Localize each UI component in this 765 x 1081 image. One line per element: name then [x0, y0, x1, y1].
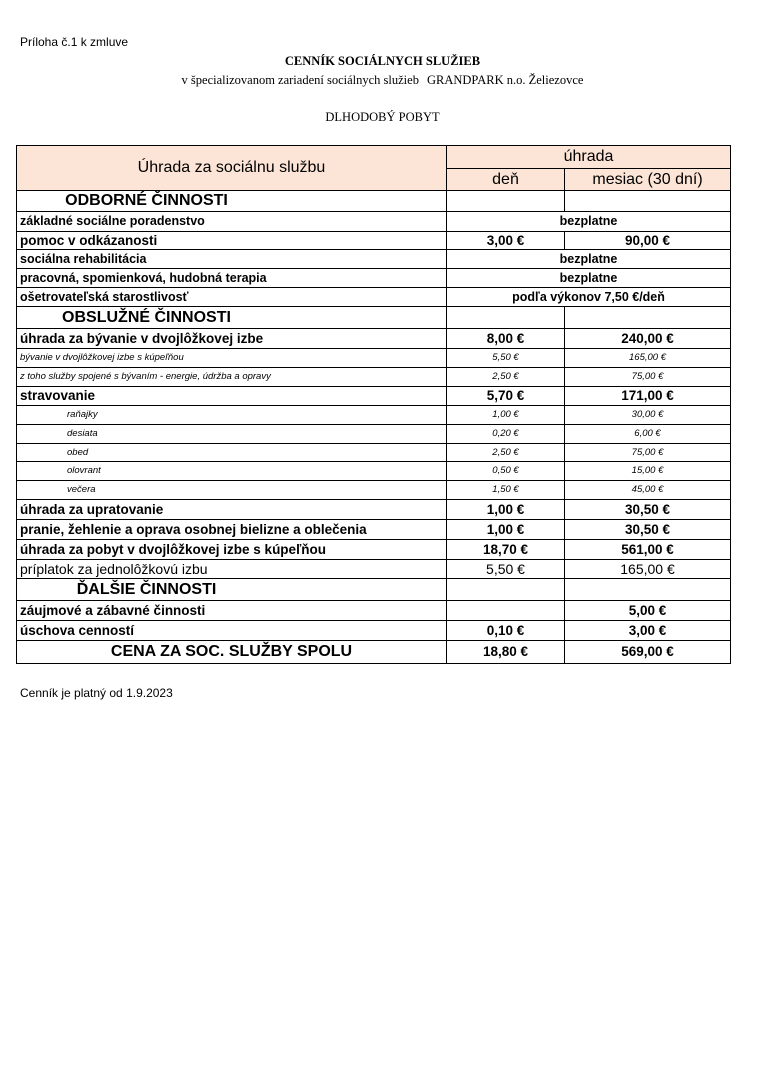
table-row	[17, 250, 731, 269]
table-row	[17, 500, 731, 520]
table-header-row	[17, 146, 731, 169]
price-month: 6,00 €	[565, 425, 731, 444]
service-name: sociálna rehabilitácia	[17, 250, 447, 269]
table-row	[17, 621, 731, 641]
table-row	[17, 329, 731, 349]
price-day: 2,50 €	[447, 444, 565, 462]
service-name: raňajky	[17, 406, 447, 425]
price-day: 18,80 €	[447, 641, 565, 664]
organization-name: GRANDPARK n.o. Želiezovce	[426, 73, 584, 87]
table-row	[17, 520, 731, 540]
price-day: 5,70 €	[447, 387, 565, 406]
service-name: CENA ZA SOC. SLUŽBY SPOLU	[17, 641, 447, 664]
validity-note: Cenník je platný od 1.9.2023	[20, 686, 173, 700]
service-name: obed	[17, 444, 447, 462]
total-row	[17, 641, 731, 664]
price-month: 30,00 €	[565, 406, 731, 425]
price-month: 561,00 €	[565, 540, 731, 560]
service-name: úhrada za bývanie v dvojlôžkovej izbe	[17, 329, 447, 349]
price-day: 18,70 €	[447, 540, 565, 560]
service-name: úschova cenností	[17, 621, 447, 641]
annex-label: Príloha č.1 k zmluve	[20, 35, 129, 49]
table-row	[17, 349, 731, 368]
price-day: 8,00 €	[447, 329, 565, 349]
section-title: ODBORNÉ ČINNOSTI	[17, 191, 447, 212]
price-merged: bezplatne	[447, 212, 731, 232]
empty-cell	[447, 191, 565, 212]
service-name: z toho služby spojené s bývaním - energie, údržba a opravy	[17, 368, 447, 387]
price-month: 240,00 €	[565, 329, 731, 349]
price-day: 2,50 €	[447, 368, 565, 387]
service-name: večera	[17, 481, 447, 500]
price-merged: podľa výkonov 7,50 €/deň	[447, 288, 731, 307]
table-row	[17, 269, 731, 288]
table-row	[17, 368, 731, 387]
price-day: 1,00 €	[447, 500, 565, 520]
price-day: 0,50 €	[447, 462, 565, 481]
table-body	[17, 191, 731, 664]
table-row	[17, 212, 731, 232]
price-day: 0,20 €	[447, 425, 565, 444]
service-name: stravovanie	[17, 387, 447, 406]
empty-cell	[565, 579, 731, 601]
price-month: 171,00 €	[565, 387, 731, 406]
month-column-header: mesiac (30 dní)	[565, 169, 731, 191]
service-name: ošetrovateľská starostlivosť	[17, 288, 447, 307]
price-month: 5,00 €	[565, 601, 731, 621]
price-day: 3,00 €	[447, 232, 565, 250]
price-month: 569,00 €	[565, 641, 731, 664]
section-title: ĎALŠIE ČINNOSTI	[17, 579, 447, 601]
table-row	[17, 601, 731, 621]
price-day: 5,50 €	[447, 560, 565, 579]
price-merged: bezplatne	[447, 269, 731, 288]
price-merged: bezplatne	[447, 250, 731, 269]
price-day: 0,10 €	[447, 621, 565, 641]
table-row	[17, 232, 731, 250]
price-day	[447, 601, 565, 621]
price-month: 75,00 €	[565, 444, 731, 462]
service-name: úhrada za pobyt v dvojlôžkovej izbe s kúpeľňou	[17, 540, 447, 560]
service-name: pomoc v odkázanosti	[17, 232, 447, 250]
empty-cell	[447, 307, 565, 329]
stay-type: DLHODOBÝ POBYT	[325, 110, 440, 124]
facility-type: v špecializovanom zariadení sociálnych služieb	[181, 73, 419, 87]
price-month: 15,00 €	[565, 462, 731, 481]
table-row	[17, 481, 731, 500]
section-row	[17, 191, 731, 212]
service-name: bývanie v dvojlôžkovej izbe s kúpeľňou	[17, 349, 447, 368]
service-name: príplatok za jednolôžkovú izbu	[17, 560, 447, 579]
price-day: 5,50 €	[447, 349, 565, 368]
document-title: CENNÍK SOCIÁLNYCH SLUŽIEB	[284, 54, 481, 68]
price-month: 30,50 €	[565, 520, 731, 540]
section-row	[17, 307, 731, 329]
table-row	[17, 288, 731, 307]
payment-column-header: úhrada	[447, 146, 731, 169]
service-name: desiata	[17, 425, 447, 444]
price-day: 1,00 €	[447, 520, 565, 540]
empty-cell	[447, 579, 565, 601]
service-name: pranie, žehlenie a oprava osobnej bielizne a oblečenia	[17, 520, 447, 540]
document-subtitle	[0, 73, 765, 88]
day-column-header: deň	[447, 169, 565, 191]
service-name: základné sociálne poradenstvo	[17, 212, 447, 232]
table-row	[17, 387, 731, 406]
table-row	[17, 406, 731, 425]
table-row	[17, 462, 731, 481]
service-name: pracovná, spomienková, hudobná terapia	[17, 269, 447, 288]
price-month: 165,00 €	[565, 560, 731, 579]
price-day: 1,00 €	[447, 406, 565, 425]
service-name: olovrant	[17, 462, 447, 481]
service-name: záujmové a zábavné činnosti	[17, 601, 447, 621]
table-row	[17, 425, 731, 444]
price-month: 45,00 €	[565, 481, 731, 500]
service-name: úhrada za upratovanie	[17, 500, 447, 520]
empty-cell	[565, 307, 731, 329]
price-month: 90,00 €	[565, 232, 731, 250]
table-row	[17, 560, 731, 579]
empty-cell	[565, 191, 731, 212]
section-row	[17, 579, 731, 601]
price-month: 165,00 €	[565, 349, 731, 368]
section-title: OBSLUŽNÉ ČINNOSTI	[17, 307, 447, 329]
service-column-header: Úhrada za sociálnu službu	[17, 146, 447, 191]
table-row	[17, 540, 731, 560]
price-day: 1,50 €	[447, 481, 565, 500]
price-month: 75,00 €	[565, 368, 731, 387]
price-month: 3,00 €	[565, 621, 731, 641]
table-row	[17, 444, 731, 462]
price-month: 30,50 €	[565, 500, 731, 520]
price-table	[16, 145, 731, 664]
